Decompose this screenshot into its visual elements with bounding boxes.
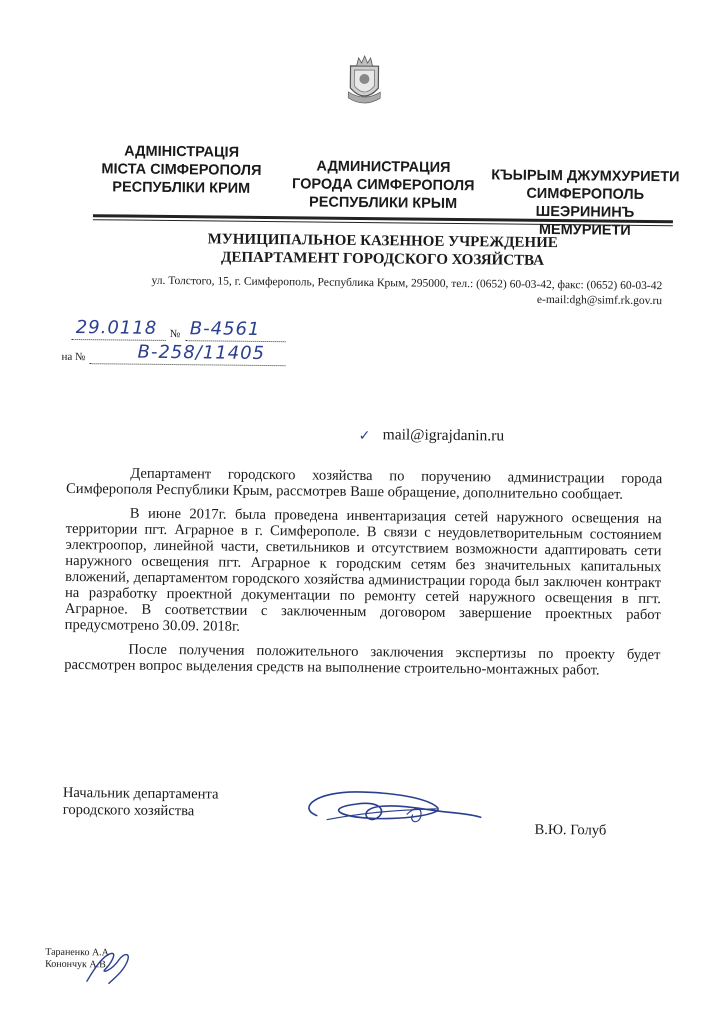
email-line: e-mail:dgh@simf.rk.gov.ru	[536, 293, 663, 308]
handwritten-date: 29.0118	[75, 317, 158, 339]
header-crimean-tatar	[485, 166, 686, 240]
signatory-title	[63, 785, 219, 821]
address-block	[82, 273, 662, 309]
signatory-title-line: Начальник департамента	[62, 784, 219, 803]
body-paragraph: В июне 2017г. была проведена инвентаризация сетей наружного освещения на территории пгт. Аграрное в г. Симферополе. В связи с неудовлетворительным состоянием электроопор, линейной части, светильников и отсутствием возможности адаптировать сети наружного освещения пгт. Аграрное к городским сетям без значительных капитальных вложений, департаментом городского хозяйства администрации города был заключен контракт на разработку проектной документации по ремонту сетей наружного освещения в пгт. Аграрное. В соответствии с заключенным договором завершение проектных работ предусмотрено 30.09. 2018г.	[64, 505, 662, 635]
handwritten-signature	[286, 777, 487, 839]
executor-line: Тараненко А.А	[45, 946, 109, 959]
address-line: ул. Толстого, 15, г. Симферополь, Республика Крым, 295000, тел.: (0652) 60-03-42, факс: (0652) 60-03-42	[151, 274, 663, 293]
reference-label: на №	[61, 350, 86, 364]
handwritten-number: В-4561	[189, 318, 261, 340]
number-label: №	[169, 327, 181, 341]
crimea-coat-of-arms-icon	[342, 52, 387, 108]
header-ru-line: РЕСПУБЛИКИ КРЫМ	[309, 194, 458, 213]
header-crh-line: КЪЫРЫМ ДЖУМХУРИЕТИ	[491, 167, 680, 186]
header-crh-line: СИМФЕРОПОЛЬ	[526, 185, 645, 203]
header-ru-line: АДМИНИСТРАЦИЯ	[316, 158, 451, 176]
organization-line: ДЕПАРТАМЕНТ ГОРОДСКОГО ХОЗЯЙСТВА	[220, 249, 545, 269]
reference-registration	[61, 341, 301, 370]
executor-line: Конончук А.В.	[45, 958, 109, 971]
date-line	[72, 339, 166, 341]
organization-name	[112, 229, 652, 271]
body-paragraph: После получения положительного заключения экспертизы по проекту будет рассмотрен вопрос выделения средств на выполнение строительно-монтажных работ.	[64, 641, 661, 679]
body-paragraph: Департамент городского хозяйства по поручению администрации города Симферополя Республики Крым, рассмотрев Ваше обращение, дополнительно сообщает.	[66, 465, 663, 503]
header-ua-line: МІСТА СІМФЕРОПОЛЯ	[101, 161, 262, 179]
checkmark-icon: ✓	[358, 427, 371, 445]
header-crh-line: МЕМУРИЕТИ	[538, 221, 631, 239]
header-russian	[273, 157, 494, 213]
letter-body	[64, 465, 662, 687]
header-ukrainian	[81, 142, 282, 198]
handwritten-reference: В-258/11405	[137, 341, 266, 364]
header-ru-line: ГОРОДА СИМФЕРОПОЛЯ	[292, 176, 475, 195]
recipient-email: mail@igrajdanin.ru	[382, 426, 505, 445]
organization-line: МУНИЦИПАЛЬНОЕ КАЗЕННОЕ УЧРЕЖДЕНИЕ	[207, 231, 558, 252]
signatory-name: В.Ю. Голуб	[534, 821, 607, 839]
handwritten-initials	[81, 947, 141, 988]
header-ua-line: АДМІНІСТРАЦІЯ	[124, 143, 240, 161]
header-ua-line: РЕСПУБЛІКИ КРИМ	[112, 179, 251, 197]
header-crh-line: ШЕЭРИНИНЪ	[535, 203, 635, 221]
signatory-title-line: городского хозяйства	[62, 801, 195, 820]
